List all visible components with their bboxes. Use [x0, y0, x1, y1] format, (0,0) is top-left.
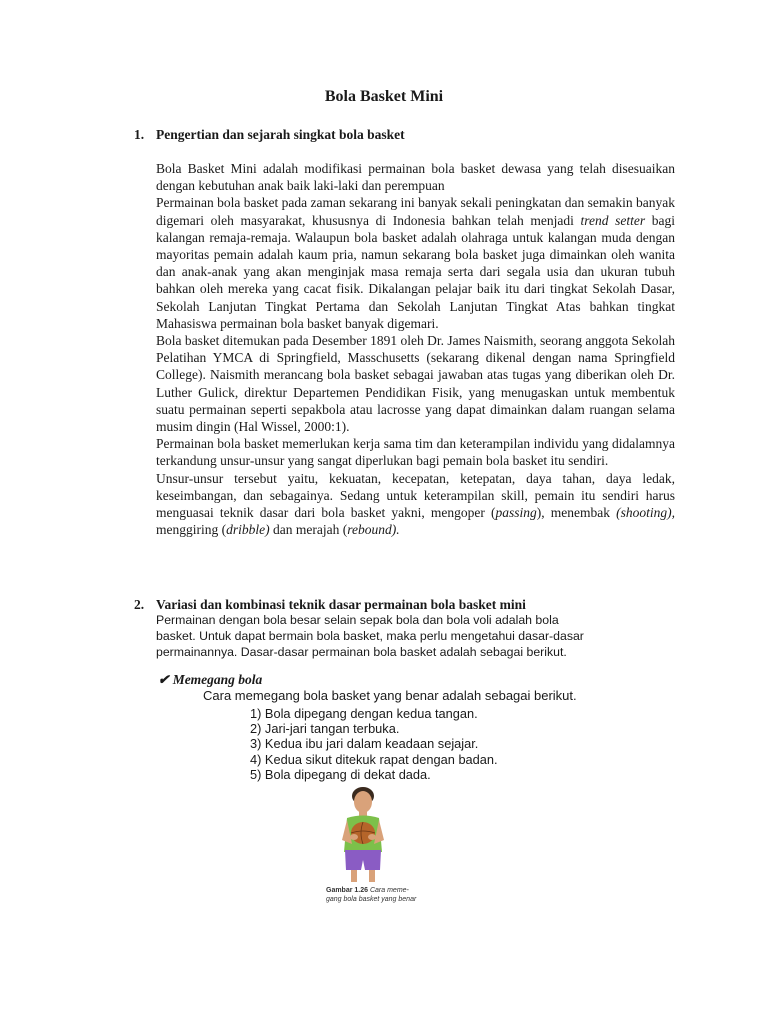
right-leg [369, 870, 375, 882]
section-2-number: 2. [134, 597, 145, 612]
figure-caption-b: gang bola basket yang benar [326, 896, 417, 903]
paragraph-text: ), menembak [536, 505, 617, 521]
italic-term: passing [495, 505, 537, 521]
section-1-heading [134, 127, 405, 143]
paragraph [156, 194, 675, 332]
head [354, 791, 372, 813]
list-item: 4) Kedua sikut ditekuk rapat dengan badan. [250, 751, 498, 767]
intro-line: Permainan dengan bola besar selain sepak bola dan bola voli adalah bola [156, 613, 559, 627]
list-item: 2) Jari-jari tangan terbuka. [250, 721, 400, 737]
paragraph [156, 470, 675, 539]
section-1-heading-text: Pengertian dan sejarah singkat bola basket [156, 127, 405, 142]
section-2-heading-text: Variasi dan kombinasi teknik dasar permainan bola basket mini [156, 597, 526, 612]
page-title: Bola Basket Mini [324, 88, 444, 105]
left-hand [350, 834, 358, 840]
basketball [351, 822, 375, 844]
right-hand [368, 834, 376, 840]
paragraph-text: Unsur-unsur tersebut yaitu, kekuatan, kecepatan, ketepatan, daya tahan, daya ledak, keseimbangan, dan sebagainya. Sedang untuk keterampilan skill, pemain itu sendiri harus menguasai teknik dasar dari bola basket yakni, mengoper ( [156, 470, 675, 521]
section-2-heading [134, 597, 526, 613]
section-1-body [156, 160, 675, 538]
figure-caption [326, 886, 436, 904]
paragraph: Permainan bola basket memerlukan kerja sama tim dan keterampilan individu yang didalamnya terkandung unsur-unsur yang sangat diperlukan bagi pemain bola basket itu sendiri. [156, 436, 675, 469]
figure-caption-a: Cara meme- [369, 887, 409, 894]
italic-term: trend setter [580, 212, 646, 228]
shorts [345, 850, 381, 870]
steps-list [250, 706, 498, 782]
intro-line: permainannya. Dasar-dasar permainan bola basket adalah sebagai berikut. [156, 645, 567, 659]
paragraph-text: dan merajah ( [269, 522, 348, 538]
list-item: 5) Bola dipegang di dekat dada. [250, 766, 431, 782]
subheading-text: Memegang bola [172, 672, 263, 687]
section-1-number: 1. [134, 127, 145, 142]
checkmark-icon: ✔ [158, 672, 170, 687]
list-item: 1) Bola dipegang dengan kedua tangan. [250, 706, 478, 721]
left-leg [351, 870, 357, 882]
paragraph-text: menggiring ( [156, 522, 227, 538]
list-item: 3) Kedua ibu jari dalam keadaan sejajar. [250, 736, 479, 752]
subheading-intro: Cara memegang bola basket yang benar adalah sebagai berikut. [203, 688, 577, 703]
paragraph: Bola basket ditemukan pada Desember 1891 oleh Dr. James Naismith, seorang anggota Sekolah Pelatihan YMCA di Springfield, Masschusetts (sekarang dikenal dengan nama Springfield College). Naismith merancang bola basket sebagai jawaban atas tugas yang diberikan oleh Dr. Luther Gulick, direktur Departemen Pendidikan Fisik, yang menugaskan untuk membentuk suatu permainan seperti sepakbola atau lacrosse yang dapat dimainkan dalam ruangan selama musim dingin (Hal Wissel, 2000:1). [156, 333, 675, 435]
intro-line: basket. Untuk dapat bermain bola basket, maka perlu mengetahui dasar-dasar [156, 629, 584, 643]
subheading-memegang-bola [158, 672, 262, 688]
italic-term: dribble) [226, 522, 270, 538]
italic-term: rebound). [347, 522, 400, 538]
figure-label: Gambar 1.26 [326, 887, 369, 894]
paragraph-text: Permainan bola basket pada zaman sekarang ini banyak sekali peningkatan dan semakin banyak digemari oleh masyarakat, khususnya di Indonesia bahkan telah menjadi [156, 195, 675, 228]
paragraph-text: bagi kalangan remaja-remaja. Walaupun bola basket adalah olahraga untuk kalangan muda dengan mayoritas pemain adalah kaum pria, namun sekarang bola basket juga dimainkan oleh wanita dan anak-anak yang akan menginjak masa remaja serta dari segala usia dan ukuran tubuh bahkan oleh mereka yang cacat fisik. Dikalangan pelajar baik itu dari tingkat Sekolah Dasar, Sekolah Lanjutan Tingkat Pertama dan Sekolah Lanjutan Tingkat Atas bahkan tingkat Mahasiswa permainan bola basket banyak digemari. [156, 212, 675, 331]
paragraph: Bola Basket Mini adalah modifikasi permainan bola basket dewasa yang telah disesuaikan dengan kebutuhan anak baik laki-laki dan perempuan [156, 161, 675, 194]
italic-term: (shooting), [616, 505, 675, 521]
section-2-intro [156, 612, 676, 660]
